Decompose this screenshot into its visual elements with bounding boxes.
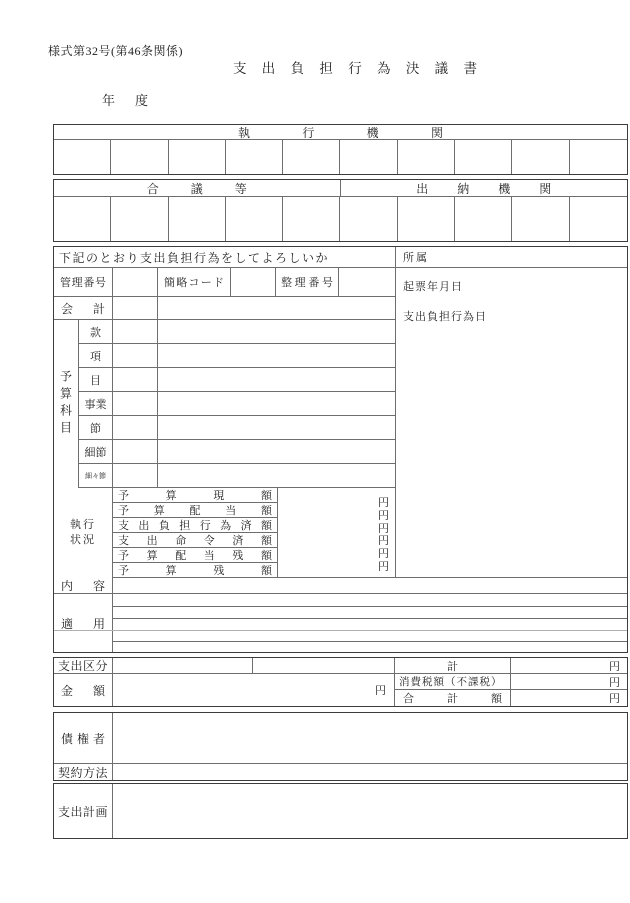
grid-cell [54,197,111,241]
budget-row [79,464,395,488]
budget-rows [79,320,395,488]
content-label: 内容 [61,579,105,593]
budget-category-label-cell [54,320,79,488]
ruled-line [113,606,627,607]
budget-code-cell [113,368,158,391]
expense-category-label: 支出区分 [58,659,109,673]
execution-status-label-cell [54,488,113,578]
grid-cell [512,197,569,241]
execution-row-label: 予算配当残額 [118,550,272,562]
total-label: 合計額 [403,693,502,705]
yen-unit: 円 [378,522,389,535]
council-cashier-table [53,179,628,242]
budget-level-label: 節 [79,416,113,439]
budget-value-cell [158,368,395,391]
ruled-line [54,630,627,631]
budget-category-label: 予算科目 [58,370,73,438]
grid-cell [226,197,283,241]
contract-method-row [54,764,627,780]
grid-cell [512,140,569,174]
total-label-cell [395,690,511,706]
remarks-label: 適用 [61,616,105,631]
cashier-header-cell [341,180,628,196]
contract-method-label: 契約方法 [58,765,109,780]
executing-agency-table [53,124,628,175]
short-code-cell [231,268,276,296]
execution-row [113,518,278,533]
grid-cell [570,140,627,174]
grid-cell [340,140,397,174]
grid-cell [570,197,627,241]
expense-category-row [54,658,627,674]
execution-status-section [54,488,395,578]
reference-number-cell [339,268,395,296]
act-date-label: 支出負担行為日 [403,311,487,323]
budget-value-cell [158,440,395,463]
budget-level-label: 項 [79,344,113,367]
budget-row [79,416,395,440]
creditor-table [53,712,628,781]
budget-value-cell [158,392,395,415]
budget-level-label: 細々節 [79,464,113,487]
creditor-label: 債権者 [61,731,105,746]
amount-row [54,674,627,706]
yen-unit: 円 [378,497,389,509]
tax-yen-cell: 円 [609,676,620,689]
budget-code-cell [113,320,158,343]
expenditure-plan-table [53,783,628,839]
budget-value-cell [158,344,395,367]
contract-method-cell [113,764,627,780]
grid-cell [169,197,226,241]
grid-cell [283,140,340,174]
council-cashier-cells-row [54,197,627,241]
ruled-line [113,641,627,642]
grid-cell [111,197,168,241]
budget-code-cell [113,440,158,463]
execution-row-label: 予算現額 [118,490,272,502]
amount-label-cell [54,674,113,706]
grid-cell [54,140,111,174]
council-cashier-header-row [54,180,627,197]
content-label-cell [54,578,113,593]
grid-cell [283,197,340,241]
remarks-block [54,594,627,652]
execution-row-label: 支出命令済額 [118,535,272,547]
execution-row-label: 予算残額 [118,565,272,577]
amount-label: 金額 [61,683,105,698]
execution-row [113,548,278,563]
account-label-cell [54,297,113,319]
total-row [395,690,627,706]
draft-date-label: 起票年月日 [403,281,463,293]
expenditure-plan-label: 支出計画 [58,804,109,819]
execution-row [113,488,278,503]
grid-cell [398,197,455,241]
management-number-label-cell [54,268,113,296]
account-code-cell [113,297,158,319]
council-header-cell [54,180,341,196]
budget-value-cell [158,320,395,343]
budget-code-cell [113,464,158,487]
creditor-label-cell [54,713,113,763]
account-label: 会計 [61,301,105,316]
amount-table [53,657,628,707]
budget-row [79,368,395,392]
expenditure-plan-cell [113,784,627,838]
budget-code-cell [113,416,158,439]
tax-total-cells [395,674,627,706]
budget-code-cell [113,344,158,367]
ruled-line [113,618,627,619]
grid-cell [398,140,455,174]
creditor-cell [113,713,627,763]
execution-row-label: 支出負担行為済額 [118,520,272,532]
executing-agency-cells-row [54,140,627,174]
execution-row [113,563,278,578]
approval-right-panel [395,247,627,578]
subtotal-yen-cell: 円 [609,660,620,673]
yen-unit: 円 [378,509,389,522]
execution-status-rows [113,488,278,578]
yen-unit: 円 [378,548,389,561]
cashier-header: 出納機関 [416,181,552,196]
code-number-row [54,268,395,297]
executing-agency-header-row [54,125,627,140]
grid-cell [169,140,226,174]
budget-row [79,344,395,368]
yen-unit: 円 [378,560,389,573]
tax-label: 消費税額（不課税） [395,674,511,689]
budget-code-cell [113,392,158,415]
execution-status-label: 執行状況 [70,519,96,546]
budget-level-label: 細節 [79,440,113,463]
total-yen-cell: 円 [609,693,620,705]
creditor-row [54,713,627,764]
budget-value-cell [158,416,395,439]
reference-number-label-cell [276,268,339,296]
executing-agency-header: 執行機関 [238,125,443,140]
budget-row [79,392,395,416]
budget-value-cell [158,464,395,487]
remarks-label-cell [54,594,113,652]
management-number-label: 管理番号 [60,277,106,289]
short-code-label: 簡略コード [164,277,224,289]
date-cell [396,268,627,578]
main-body-table [53,246,628,653]
budget-row [79,320,395,344]
tax-row [395,674,627,690]
execution-row-label: 予算配当額 [118,505,272,517]
budget-level-label: 目 [79,368,113,391]
subtotal-label: 計 [395,658,511,673]
short-code-label-cell [158,268,231,296]
account-row [54,297,395,320]
grid-cell [455,197,512,241]
execution-row [113,503,278,518]
form-number: 様式第32号(第46条関係) [48,44,183,58]
execution-yen-cell [278,488,395,578]
content-cell [113,578,627,593]
execution-row [113,533,278,548]
expense-category-cell [253,658,395,673]
fiscal-year-label: 年度 [102,93,148,108]
form-title: 支出負担行為決議書 [233,61,477,76]
budget-level-label: 款 [79,320,113,343]
expenditure-plan-row [54,784,627,838]
reference-number-label: 整理番号 [281,277,333,289]
request-text: 下記のとおり支出負担行為をしてよろしいか [54,247,395,268]
budget-level-label: 事業 [79,392,113,415]
council-header: 合議等 [146,181,247,196]
expenditure-plan-label-cell [54,784,113,838]
grid-cell [226,140,283,174]
yen-unit: 円 [378,535,389,548]
content-row [54,578,627,594]
expense-category-label-cell [54,658,113,673]
grid-cell [455,140,512,174]
contract-method-label-cell [54,764,113,780]
account-value-cell [158,297,395,319]
grid-cell [340,197,397,241]
grid-cell [111,140,168,174]
amount-value-cell: 円 [113,674,395,706]
affiliation-label: 所属 [396,247,627,268]
expense-category-cell [113,658,253,673]
management-number-cell [113,268,158,296]
budget-section [54,320,395,488]
budget-row [79,440,395,464]
